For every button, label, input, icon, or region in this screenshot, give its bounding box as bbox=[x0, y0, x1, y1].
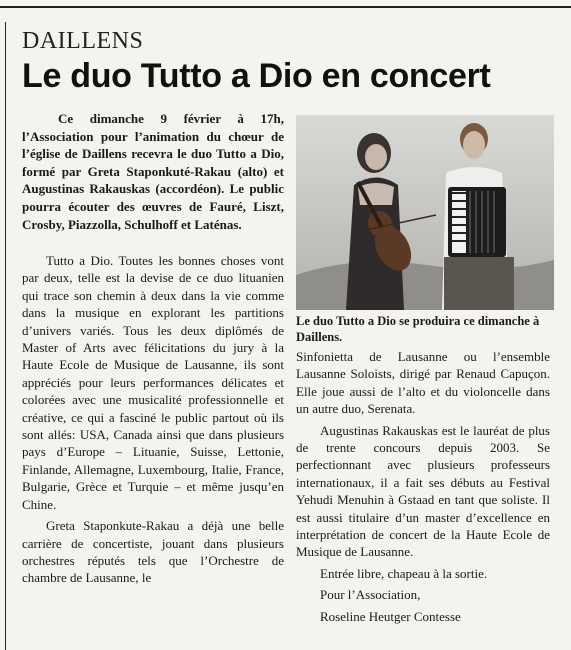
right-column bbox=[296, 348, 550, 629]
top-rule bbox=[0, 6, 571, 8]
body-paragraph: Tutto a Dio. Toutes les bonnes choses vont par deux, telle est la devise de ce duo lituanien qui trace son chemin à deux dans la vie comme dans la musique en explorant les partitions d’univers variés. Tous les deux diplômés de Master of Arts avec félicitations du jury à la Haute Ecole de Musique de Lausanne, ils sont appréciés pour leurs performances délicates et colorées avec une musicalité professionnelle et créative, ce qui a fasciné le public partout où ils sont allés: USA, Canada ainsi que dans plusieurs pays d’Europe – Lituanie, Suisse, Lettonie, Finlande, Allemagne, Luxembourg, Italie, France, Bulgarie, Grèce et Turquie – et même jusqu’en Chine. bbox=[22, 253, 284, 512]
duo-photo bbox=[296, 115, 554, 310]
signature-name: Roseline Heutger Contesse bbox=[320, 608, 461, 624]
article-kicker: DAILLENS bbox=[22, 28, 144, 54]
article-lead: Ce dimanche 9 février à 17h, l’Association pour l’animation du chœur de l’église de Daillens recevra le duo Tutto a Dio, formé par Greta Staponkuté-Rakau (alto) et Augustinas Rakauskas (accordéon). Le public pourra écouter des œuvres de Fauré, Liszt, Crosby, Piazzolla, Schulhoff et Laténas. bbox=[22, 111, 284, 232]
left-column bbox=[22, 252, 284, 591]
body-paragraph: Augustinas Rakauskas est le lauréat de plus de trente concours depuis 2003. Se perfectionnant avec plusieurs professeurs internationaux, il a fait ses débuts au Festival Yehudi Menuhin à Gstaad en tant que soliste. Il est aussi titulaire d’un master d’excellence en interprétation de concert de la Haute Ecole de Musique de Lausanne. bbox=[296, 422, 550, 560]
duo-photo-illustration bbox=[296, 115, 554, 310]
body-paragraph-continued: Sinfonietta de Lausanne ou l’ensemble Lausanne Soloists, dirigé par Renaud Capuçon. Elle joue aussi de l’alto et du violoncelle dans un autre duo, Serenata. bbox=[296, 349, 550, 417]
photo-caption: Le duo Tutto a Dio se produira ce dimanche à Daillens. bbox=[296, 314, 540, 344]
article-headline: Le duo Tutto a Dio en concert bbox=[22, 57, 491, 95]
body-paragraph: Entrée libre, chapeau à la sortie. bbox=[320, 565, 488, 581]
body-paragraph: Greta Staponkute-Rakau a déjà une belle carrière de concertiste, jouant dans plusieurs orchestres réputés tels que l’Orchestre de chambre de Lausanne, le bbox=[22, 518, 284, 586]
signature-line: Pour l’Association, bbox=[320, 587, 421, 603]
column-rule bbox=[5, 22, 6, 650]
